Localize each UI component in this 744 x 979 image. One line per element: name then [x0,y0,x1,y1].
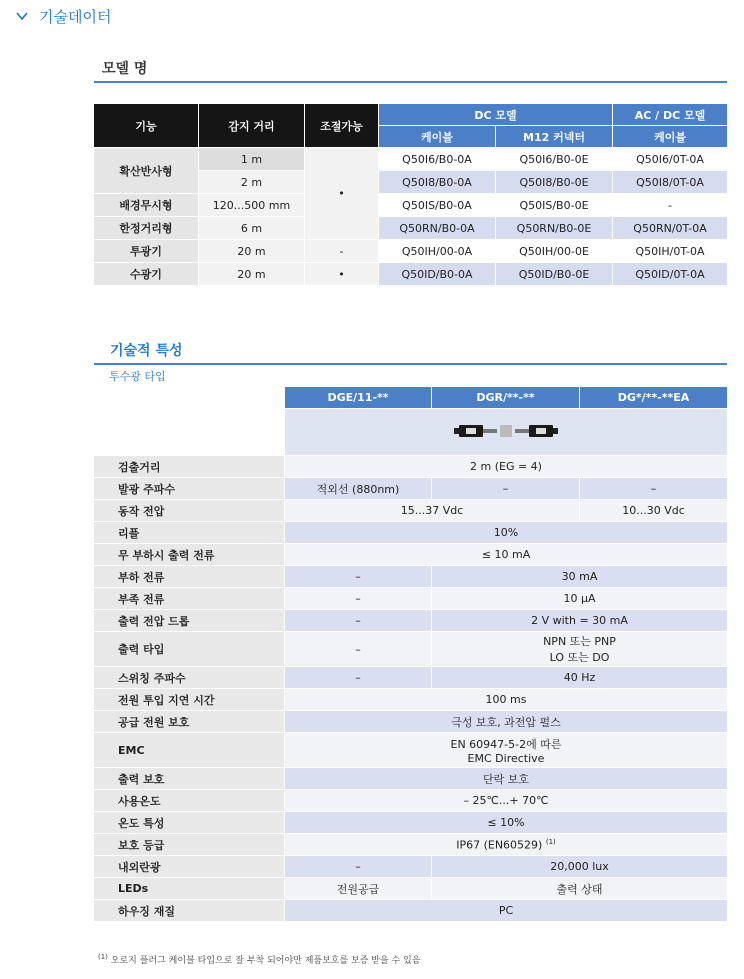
table-row [94,610,728,632]
tech-subtitle: 투수광 타입 [109,370,166,383]
cell-range: 6 m [199,217,305,240]
row-value: ≤ 10% [285,812,728,834]
row-value: 10 µA [432,588,728,610]
row-value [285,834,728,856]
row-label: 전원 투입 지연 시간 [94,689,285,711]
cell-dc-cable: Q50I8/B0-0A [379,171,496,194]
cell-dc-m12: Q50RN/B0-0E [496,217,613,240]
table-row [94,588,728,610]
cell-adjustable: • [305,148,379,240]
row-label: 출력 전압 드롭 [94,610,285,632]
row-value-line: EN 60947-5-2에 따른 [450,737,562,751]
row-label: 공급 전원 보호 [94,711,285,733]
cell-dc-m12: Q50ID/B0-0E [496,263,613,286]
table-row [94,667,728,689]
ip-value: IP67 (EN60529) [456,838,543,852]
row-label: 검출거리 [94,456,285,478]
table-row [94,566,728,588]
th-function: 기능 [94,104,199,148]
row-value: – [285,588,432,610]
table-row [94,500,728,522]
th-acdc-group: AC / DC 모델 [613,104,728,126]
cell-dc-m12: Q50IS/B0-0E [496,194,613,217]
row-value: 15...37 Vdc [285,500,580,522]
cell-range: 20 m [199,240,305,263]
th-adjustable: 조절가능 [305,104,379,148]
row-value: 20,000 lux [432,856,728,878]
row-value-line: EMC Directive [467,751,545,765]
cell-range: 20 m [199,263,305,286]
cell-acdc-cable: Q50I6/0T-0A [613,148,728,171]
sensor-pair-icon [452,422,560,440]
table-row [94,689,728,711]
table-row [94,632,728,667]
th-dge: DGE/11-** [285,387,432,409]
table-row [94,768,728,790]
row-label: 무 부하시 출력 전류 [94,544,285,566]
row-label: 하우징 재질 [94,900,285,922]
row-value-line: LO 또는 DO [549,651,610,664]
row-value: 10% [285,522,728,544]
row-value: 극성 보호, 과전압 펄스 [285,711,728,733]
row-value: – [285,566,432,588]
row-value: 전원공급 [285,878,432,900]
table-row [94,522,728,544]
row-value [432,632,728,667]
row-value: 30 mA [432,566,728,588]
row-value: 단락 보호 [285,768,728,790]
row-label: 출력 보호 [94,768,285,790]
table-row [94,194,728,217]
table-row [94,240,728,263]
row-label: 발광 주파수 [94,478,285,500]
footnote-mark: (1) [98,953,108,961]
section-title[interactable]: 기술데이터 [39,7,112,26]
model-section-title: 모델 명 [102,61,148,77]
row-value [285,733,728,768]
footnote [98,953,420,966]
row-label: 부족 전류 [94,588,285,610]
row-value: 2 m (EG = 4) [285,456,728,478]
th-m12: M12 커넥터 [496,126,613,148]
row-value: 10...30 Vdc [580,500,728,522]
row-label: 사용온도 [94,790,285,812]
cell-function: 확산반사형 [94,148,199,194]
row-value: PC [285,900,728,922]
cell-dc-cable: Q50ID/B0-0A [379,263,496,286]
row-value: – [285,610,432,632]
cell-acdc-cable: - [613,194,728,217]
row-label: EMC [94,733,285,768]
th-dgr: DGR/**-** [432,387,580,409]
cell-acdc-cable: Q50ID/0T-0A [613,263,728,286]
footnote-ref: (1) [545,837,556,846]
cell-function: 한정거리형 [94,217,199,240]
row-value: 적외선 (880nm) [285,478,432,500]
tech-section-title: 기술적 특성 [110,343,183,359]
cell-acdc-cable: Q50I8/0T-0A [613,171,728,194]
table-row [94,812,728,834]
cell-dc-m12: Q50I6/B0-0E [496,148,613,171]
row-label: 스위칭 주파수 [94,667,285,689]
row-label: 내외란광 [94,856,285,878]
cell-acdc-cable: Q50IH/0T-0A [613,240,728,263]
cell-dc-cable: Q50I6/B0-0A [379,148,496,171]
table-row [94,900,728,922]
cell-dc-m12: Q50I8/B0-0E [496,171,613,194]
row-value: – [285,856,432,878]
cell-function: 수광기 [94,263,199,286]
section-toggle[interactable] [11,4,111,28]
table-row [94,733,728,768]
row-value: – [580,478,728,500]
row-label: 보호 등급 [94,834,285,856]
row-value: – 25℃...+ 70℃ [285,790,728,812]
table-row [94,217,728,240]
cell-function: 배경무시형 [94,194,199,217]
cell-range: 2 m [199,171,305,194]
th-cable: 케이블 [379,126,496,148]
row-label: 부하 전류 [94,566,285,588]
row-label: 리플 [94,522,285,544]
table-row [94,856,728,878]
chevron-down-icon[interactable] [11,5,33,27]
row-value: 40 Hz [432,667,728,689]
row-value: 100 ms [285,689,728,711]
table-row [94,711,728,733]
row-label: 동작 전압 [94,500,285,522]
footnote-text: 오로지 플러그 케이블 타입으로 잘 부착 되어야만 제품보호를 보증 받을 수 있음 [110,956,421,966]
table-row [94,456,728,478]
cell-dc-cable: Q50IH/00-0A [379,240,496,263]
cell-dc-m12: Q50IH/00-0E [496,240,613,263]
table-row [94,263,728,286]
cell-dc-cable: Q50IS/B0-0A [379,194,496,217]
cell-adjustable: • [305,263,379,286]
product-image [285,409,728,456]
row-label: 온도 특성 [94,812,285,834]
spec-table [93,386,728,922]
row-value: – [285,632,432,667]
th-dc-group: DC 모델 [379,104,613,126]
model-table [93,103,728,286]
row-value: – [432,478,580,500]
th-cable2: 케이블 [613,126,728,148]
table-row [94,878,728,900]
cell-dc-cable: Q50RN/B0-0A [379,217,496,240]
table-row [94,148,728,171]
row-value-line: NPN 또는 PNP [543,635,616,648]
row-value: 2 V with = 30 mA [432,610,728,632]
cell-adjustable: - [305,240,379,263]
row-value: 출력 상태 [432,878,728,900]
table-row [94,544,728,566]
th-range: 감지 거리 [199,104,305,148]
row-value: – [285,667,432,689]
cell-range: 120...500 mm [199,194,305,217]
table-row [94,790,728,812]
cell-function: 투광기 [94,240,199,263]
table-row [94,478,728,500]
model-section-header [94,57,727,83]
row-label: LEDs [94,878,285,900]
row-label: 출력 타입 [94,632,285,667]
th-dgea: DG*/**-**EA [580,387,728,409]
cell-range: 1 m [199,148,305,171]
tech-section-header [94,339,727,365]
cell-acdc-cable: Q50RN/0T-0A [613,217,728,240]
row-value: ≤ 10 mA [285,544,728,566]
table-row [94,834,728,856]
